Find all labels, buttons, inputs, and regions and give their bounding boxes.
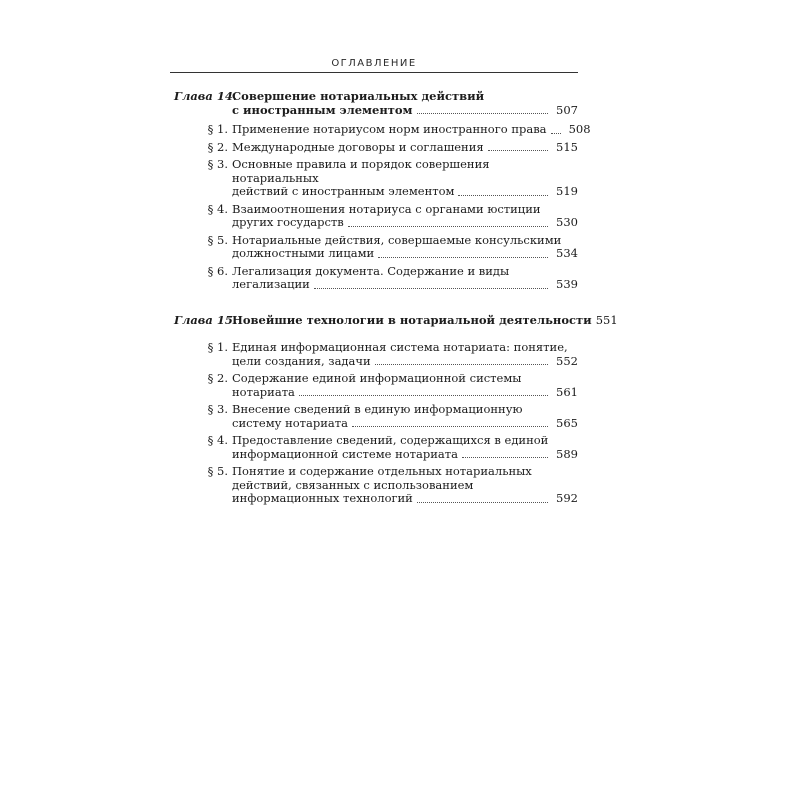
chapter-label: Глава 15. — [174, 312, 237, 327]
entry-text: Внесение сведений в единую информационную — [232, 402, 523, 416]
table-of-contents — [174, 89, 618, 506]
toc-entry — [174, 341, 578, 368]
page-number: 534 — [556, 246, 578, 260]
chapter-title — [232, 314, 618, 328]
chapter-title-text: Новейшие технологии в нотариальной деятельности — [232, 312, 592, 327]
page-number: 507 — [556, 102, 578, 117]
toc-entry — [174, 158, 578, 199]
entry-text: Предоставление сведений, содержащихся в единой — [232, 433, 549, 447]
page-number: 551 — [595, 312, 618, 327]
page-number: 589 — [556, 446, 578, 461]
dot-leader — [551, 133, 561, 134]
header-rule — [170, 72, 578, 73]
entry-text: информационной системе нотариата — [232, 446, 459, 461]
page-number: 552 — [556, 353, 578, 368]
dot-leader — [299, 395, 548, 396]
page-number: 515 — [556, 139, 578, 154]
dot-leader — [375, 364, 548, 365]
chapter-label: Глава 14. — [174, 89, 237, 103]
toc-entry — [174, 465, 578, 506]
section-number: § 6. — [207, 263, 228, 278]
page-number: 508 — [568, 122, 591, 136]
section-number: § 4. — [207, 433, 228, 447]
dot-leader — [348, 226, 548, 227]
section-number: § 1. — [207, 340, 228, 354]
chapter-15 — [174, 312, 618, 328]
dot-leader — [352, 426, 548, 427]
toc-entry — [174, 234, 578, 261]
dot-leader — [417, 113, 548, 114]
section-number: § 2. — [207, 371, 228, 385]
dot-leader — [488, 150, 548, 151]
entry-text: Легализация документа. Содержание и виды — [232, 263, 510, 278]
entry-text: Основные правила и порядок совершения нотариальных — [232, 157, 490, 185]
dot-leader — [462, 457, 548, 458]
entry-text: Международные договоры и соглашения — [232, 139, 484, 154]
entry-text: Нотариальные действия, совершаемые консульскими — [232, 232, 562, 247]
section-number: § 3. — [207, 157, 228, 171]
chapter-title — [232, 90, 578, 117]
dot-leader — [378, 257, 548, 258]
section-number: § 5. — [207, 464, 228, 478]
dot-leader — [314, 288, 548, 289]
section-number: § 2. — [207, 139, 228, 154]
toc-entry — [174, 141, 578, 155]
page-number: 530 — [556, 215, 578, 229]
running-header: ОГЛАВЛЕНИЕ — [331, 58, 417, 69]
toc-entry — [174, 122, 591, 137]
chapter-14 — [174, 90, 578, 117]
page-number: 565 — [556, 415, 578, 430]
entry-text: Единая информационная система нотариата: понятие, — [232, 340, 568, 354]
entry-text: Содержание единой информационной системы — [232, 371, 522, 385]
section-number: § 5. — [207, 232, 228, 247]
section-number: § 3. — [207, 402, 228, 416]
page-number: 561 — [556, 384, 578, 399]
toc-entry — [174, 403, 578, 430]
entry-text: действий, связанных с использованием — [232, 477, 474, 492]
section-number: § 1. — [207, 122, 228, 136]
entry-text: должностными лицами — [232, 246, 375, 260]
toc-entry — [174, 265, 578, 292]
toc-entry — [174, 203, 578, 230]
entry-text: цели создания, задачи — [232, 353, 371, 368]
page-number: 592 — [556, 491, 578, 505]
section-number: § 4. — [207, 201, 228, 216]
entry-text: нотариата — [232, 384, 295, 399]
toc-entry — [174, 434, 578, 461]
page-number: 519 — [556, 184, 578, 198]
entry-text: легализации — [232, 277, 310, 291]
dot-leader — [458, 195, 548, 196]
entry-text: систему нотариата — [232, 415, 348, 430]
toc-entry — [174, 372, 578, 399]
dot-leader — [417, 502, 548, 503]
entry-text: Применение нотариусом норм иностранного права — [232, 122, 547, 136]
chapter-title-line — [232, 314, 618, 328]
chapter-title-line: Совершение нотариальных действий — [232, 89, 485, 103]
entry-text: Понятие и содержание отдельных нотариальных — [232, 464, 532, 478]
entry-text: других государств — [232, 215, 344, 229]
chapter-title-text: с иностранным элементом — [232, 102, 413, 117]
page-number: 539 — [556, 277, 578, 291]
entry-text: Взаимоотношения нотариуса с органами юстиции — [232, 201, 541, 216]
entry-text: действий с иностранным элементом — [232, 184, 455, 198]
chapter-title-line — [232, 104, 578, 118]
entry-text: информационных технологий — [232, 491, 413, 505]
